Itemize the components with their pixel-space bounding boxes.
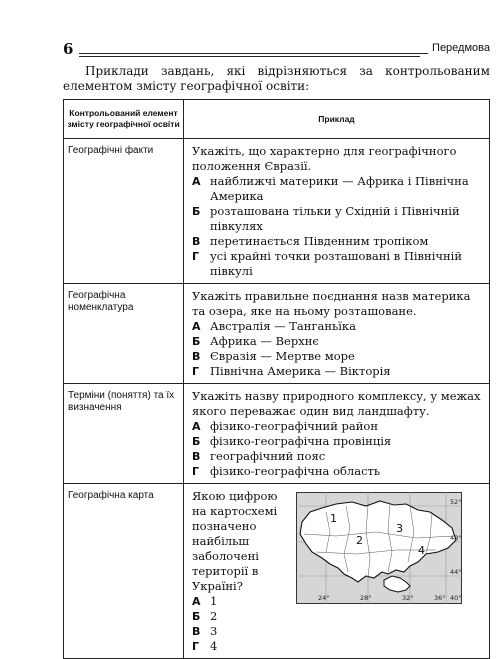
option-letter: Г [192, 250, 200, 263]
row-element: Географічна номенклатура [64, 284, 184, 384]
option-text: перетинається Південним тропіком [210, 234, 429, 248]
page-header [63, 42, 490, 58]
option-text: 2 [210, 609, 218, 623]
option-letter: А [192, 320, 201, 333]
option-text: Австралія — Танганьїка [210, 319, 356, 333]
option-letter: А [192, 175, 201, 188]
region-label: 1 [330, 512, 337, 525]
option-letter: А [192, 420, 201, 433]
row-element: Географічні факти [64, 139, 184, 284]
table-row [64, 484, 490, 659]
lon-label: 24° [318, 594, 330, 602]
option [192, 204, 485, 234]
option [192, 334, 485, 349]
region-label: 2 [356, 534, 363, 547]
option-letter: Г [192, 640, 200, 653]
question-text: Укажіть правильне поєднання назв материка та озера, яке на ньому розташоване. [192, 289, 471, 318]
table-header-row [64, 100, 490, 139]
header-title: Передмова [428, 42, 490, 54]
option-letter: В [192, 625, 201, 638]
page-number: 6 [63, 40, 74, 58]
option-letter: В [192, 450, 201, 463]
header-rule-2 [79, 56, 420, 57]
option [192, 174, 485, 204]
lat-label: 48° [450, 534, 462, 542]
option-text: усі крайні точки розташовані в Північній півкулі [210, 249, 462, 278]
option-text: розташована тільки у Східній і Північній півкулях [210, 204, 460, 233]
option-text: Північна Америка — Вікторія [210, 364, 391, 378]
row-example [184, 484, 490, 659]
option [192, 364, 485, 379]
option [192, 234, 485, 249]
row-example [184, 284, 490, 384]
option-text: 3 [210, 624, 218, 638]
option [192, 349, 485, 364]
option [192, 639, 290, 654]
row-element: Терміни (поняття) та їх визначення [64, 384, 184, 484]
option-text: 1 [210, 594, 218, 608]
question-text: Укажіть назву природного комплексу, у межах якого переважає один вид ландшафту. [192, 389, 481, 418]
option [192, 419, 485, 434]
option [192, 464, 485, 479]
option-letter: Б [192, 610, 201, 623]
question-text: Укажіть, що характерно для географічного положення Євразії. [192, 144, 457, 173]
option-text: Євразія — Мертве море [210, 349, 355, 363]
lat-label: 44° [450, 568, 462, 576]
region-label: 4 [418, 544, 425, 557]
question-text: Якою цифрою на картосхемі позначено найбільш заболочені території в Україні? [192, 489, 278, 593]
lat-label: 40° [450, 594, 462, 602]
option-text: 4 [210, 639, 218, 653]
option [192, 609, 290, 624]
table-row [64, 384, 490, 484]
table-row [64, 284, 490, 384]
option-text: географічний пояс [210, 449, 326, 463]
map-question-block [192, 489, 485, 654]
row-example [184, 384, 490, 484]
col-header-example: Приклад [184, 100, 490, 139]
option-letter: Б [192, 335, 201, 348]
intro-paragraph: Приклади завдань, які відрізняються за контрольованим елементом змісту географічної освіти: [63, 64, 490, 93]
lon-label: 28° [360, 594, 372, 602]
option-letter: А [192, 595, 201, 608]
option-letter: Г [192, 465, 200, 478]
col-header-element: Контрольований елемент змісту географічної освіти [64, 100, 184, 139]
ukraine-schematic-map [296, 492, 462, 604]
option-text: фізико-географічний район [210, 419, 379, 433]
option [192, 319, 485, 334]
examples-table [63, 99, 490, 659]
lon-label: 36° [434, 594, 446, 602]
option-letter: Б [192, 435, 201, 448]
option [192, 594, 290, 609]
option [192, 624, 290, 639]
option [192, 249, 485, 279]
option-letter: В [192, 350, 201, 363]
option-letter: Г [192, 365, 200, 378]
row-element: Географічна карта [64, 484, 184, 659]
region-label: 3 [396, 522, 403, 535]
option-text: Африка — Верхнє [210, 334, 319, 348]
option-text: фізико-географічна провінція [210, 434, 392, 448]
lat-label: 52° [450, 498, 462, 506]
option-text: найближчі материки — Африка і Північна Америка [210, 174, 469, 203]
option-letter: В [192, 235, 201, 248]
table-row [64, 139, 490, 284]
option-text: фізико-географічна область [210, 464, 381, 478]
option [192, 449, 485, 464]
option [192, 434, 485, 449]
row-example [184, 139, 490, 284]
map-question-column [192, 489, 290, 654]
option-letter: Б [192, 205, 201, 218]
lon-label: 32° [402, 594, 414, 602]
